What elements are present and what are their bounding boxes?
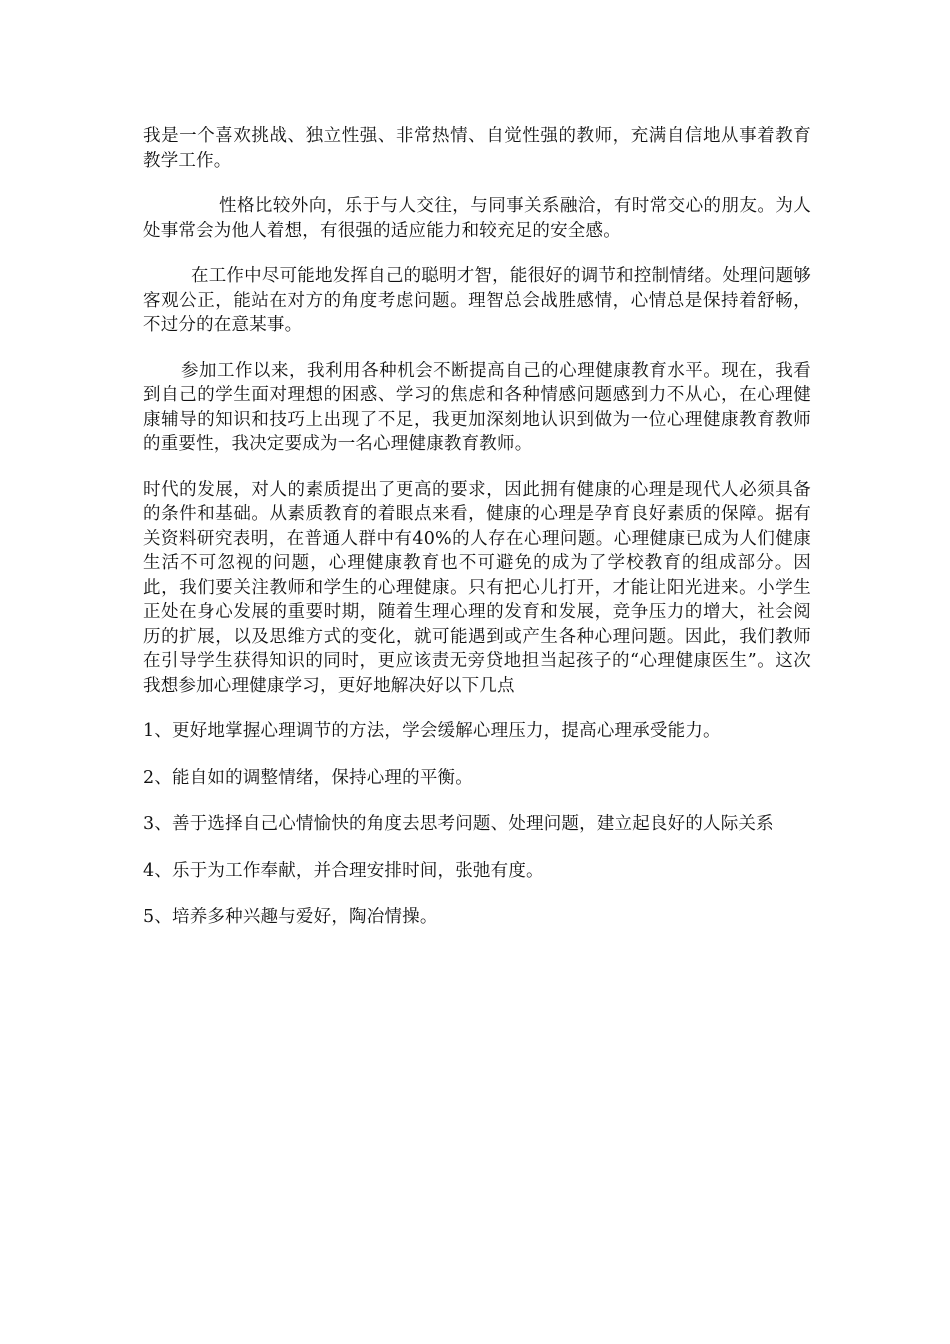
paragraph-background: 时代的发展，对人的素质提出了更高的要求，因此拥有健康的心理是现代人必须具备的条件和基础。从素质教育的着眼点来看，健康的心理是孕育良好素质的保障。据有关资料研究表明，在普通人群中有40%的人存在心理问题。心理健康已成为人们健康生活不可忽视的问题，心理健康教育也不可避免的成为了学校教育的组成部分。因此，我们要关注教师和学生的心理健康。只有把心儿打开，才能让阳光进来。小学生正处在身心发展的重要时期，随着生理心理的发育和发展，竞争压力的增大，社会阅历的扩展，以及思维方式的变化，就可能遇到或产生各种心理问题。因此，我们教师在引导学生获得知识的同时，更应该责无旁贷地担当起孩子的“心理健康医生”。这次我想参加心理健康学习，更好地解决好以下几点 xyxy=(143,479,811,696)
document-body xyxy=(143,124,811,952)
paragraph-work-attitude: 在工作中尽可能地发挥自己的聪明才智，能很好的调节和控制情绪。处理问题够客观公正，能站在对方的角度考虑问题。理智总会战胜感情，心情总是保持着舒畅，不过分的在意某事。 xyxy=(143,266,811,335)
list-item: 3、善于选择自己心情愉快的角度去思考问题、处理问题，建立起良好的人际关系 xyxy=(143,814,774,834)
paragraph-intro: 我是一个喜欢挑战、独立性强、非常热情、自觉性强的教师，充满自信地从事着教育教学工作。 xyxy=(143,126,811,171)
list-item: 2、能自如的调整情绪，保持心理的平衡。 xyxy=(143,767,473,788)
paragraph-personality: 性格比较外向，乐于与人交往，与同事关系融洽，有时常交心的朋友。为人处事常会为他人着想，有很强的适应能力和较充足的安全感。 xyxy=(143,196,811,241)
list-item: 5、培养多种兴趣与爱好，陶冶情操。 xyxy=(143,907,438,927)
paragraph-motivation: 参加工作以来，我利用各种机会不断提高自己的心理健康教育水平。现在，我看到自己的学生面对理想的困惑、学习的焦虑和各种情感问题感到力不从心，在心理健康辅导的知识和技巧上出现了不足，我更加深刻地认识到做为一位心理健康教育教师的重要性，我决定要成为一名心理健康教育教师。 xyxy=(143,360,811,454)
list-item: 4、乐于为工作奉献，并合理安排时间，张弛有度。 xyxy=(143,860,544,881)
goals-list xyxy=(143,719,811,930)
list-item: 1、更好地掌握心理调节的方法，学会缓解心理压力，提高心理承受能力。 xyxy=(143,721,721,741)
